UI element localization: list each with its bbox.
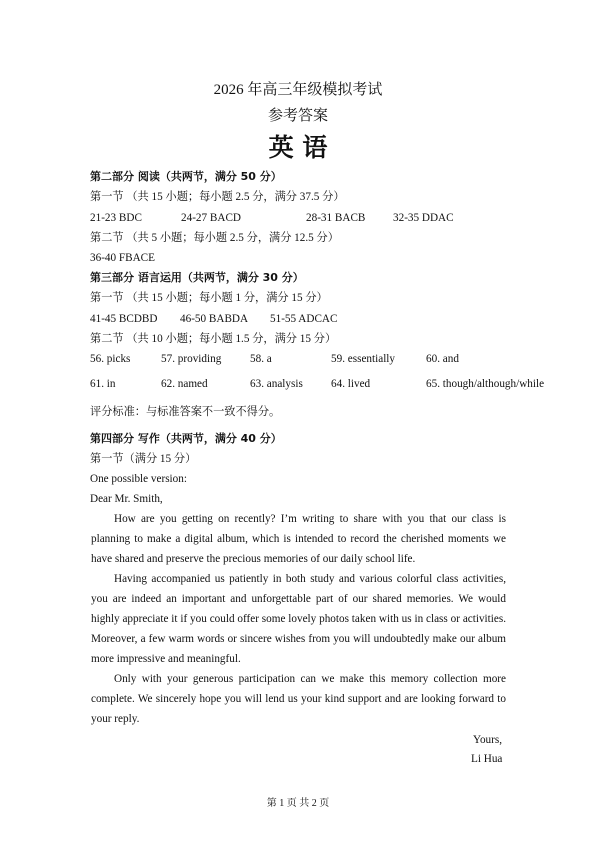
answer-item: 63. analysis	[250, 378, 303, 390]
letter-paragraph: How are you getting on recently? I’m writing to share with you that our class is planning to make a digital album, which is intended to record the cherished moments we have shared and preserve the precious memories of our daily school life.	[91, 513, 506, 565]
letter-salutation: Dear Mr. Smith,	[90, 493, 163, 505]
answer-item: 59. essentially	[331, 353, 396, 365]
scoring-criteria: 评分标准：与标准答案不一致不得分。	[90, 406, 281, 418]
answer-item: 57. providing	[161, 353, 222, 365]
part3-section2-note: 第二节 （共 10 小题；每小题 1.5 分，满分 15 分）	[90, 333, 337, 345]
part4-section1-note: 第一节（满分 15 分）	[90, 453, 197, 465]
answer-group: 41-45 BCDBD	[90, 313, 158, 325]
essay-version-label: One possible version:	[90, 473, 187, 485]
answer-key-subtitle: 参考答案	[267, 108, 328, 124]
answer-group: 36-40 FBACE	[90, 252, 155, 264]
answer-group: 24-27 BACD	[181, 212, 241, 224]
answer-item: 56. picks	[90, 353, 131, 365]
answer-item: 61. in	[90, 378, 116, 390]
page-number: 第 1 页 共 2 页	[266, 798, 330, 809]
part2-heading: 第二部分 阅读（共两节，满分 50 分）	[90, 170, 282, 183]
letter-signature: Li Hua	[471, 753, 503, 765]
answer-group: 28-31 BACB	[306, 212, 366, 224]
subject-heading: 英 语	[268, 133, 328, 162]
answer-group: 21-23 BDC	[90, 212, 142, 224]
part2-section1-note: 第一节 （共 15 小题；每小题 2.5 分，满分 37.5 分）	[90, 191, 345, 203]
answer-item: 65. though/although/while	[426, 378, 545, 390]
part3-heading: 第三部分 语言运用（共两节，满分 30 分）	[90, 271, 304, 284]
answer-group: 32-35 DDAC	[393, 212, 454, 224]
part4-heading: 第四部分 写作（共两节，满分 40 分）	[90, 432, 282, 445]
letter-closing: Yours,	[473, 734, 503, 746]
answer-item: 58. a	[250, 353, 272, 365]
answer-item: 60. and	[426, 353, 459, 365]
letter-paragraph: Only with your generous participation can we make this memory collection more complete. We sincerely hope you will lend us your kind support and are looking forward to your reply.	[91, 673, 506, 725]
letter-paragraph: Having accompanied us patiently in both study and various colorful class activities, you are indeed an important and unforgettable part of our shared memories. We would highly appreciate it if you could offer some lovely photos taken with us in class or activities. Moreover, a few warm words or sincere wishes from you will undoubtedly make our album more impressive and meaningful.	[91, 573, 506, 665]
answer-item: 62. named	[161, 378, 208, 390]
answer-group: 51-55 ADCAC	[270, 313, 338, 325]
answer-group: 46-50 BABDA	[180, 313, 249, 325]
part3-section1-note: 第一节 （共 15 小题；每小题 1 分，满分 15 分）	[90, 292, 328, 304]
part2-section2-note: 第二节 （共 5 小题；每小题 2.5 分，满分 12.5 分）	[90, 232, 339, 244]
answer-item: 64. lived	[331, 378, 371, 390]
exam-title: 2026 年高三年级模拟考试	[213, 82, 383, 98]
